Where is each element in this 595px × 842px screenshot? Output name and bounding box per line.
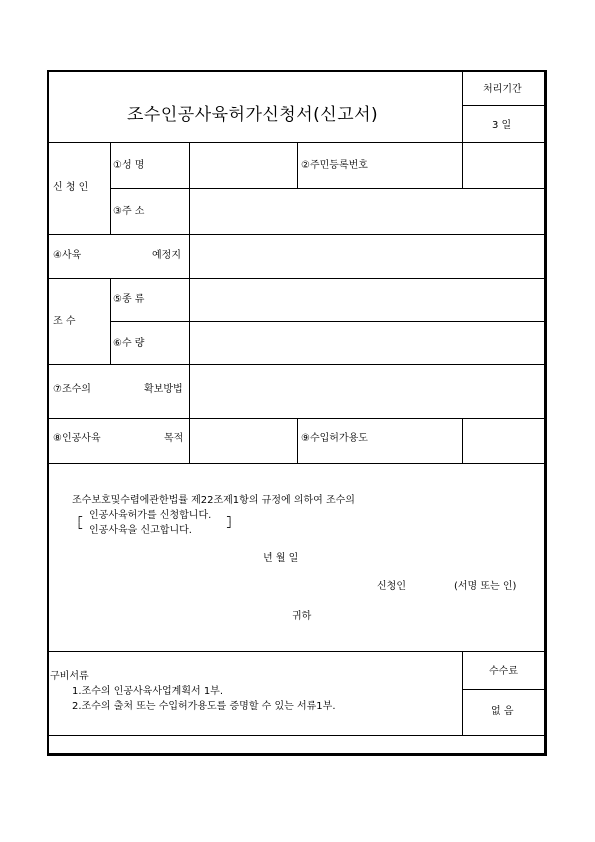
option-report-breeding: 인공사육을 신고합니다. — [89, 525, 192, 536]
required-documents-label: 구비서류 — [50, 671, 89, 682]
processing-period-label: 처리기간 — [483, 84, 522, 95]
rule — [189, 142, 190, 234]
acquisition-label-b: 확보방법 — [144, 384, 183, 395]
rule — [462, 651, 463, 735]
rule — [462, 418, 463, 463]
rule — [189, 278, 190, 364]
rule — [49, 735, 547, 736]
application-form — [47, 70, 547, 756]
rule — [49, 364, 547, 365]
bracket-close-top: ┐ — [227, 512, 234, 523]
rule — [110, 278, 111, 364]
bracket-open-bottom: └ — [76, 524, 83, 535]
rule — [110, 321, 547, 322]
name-label: ①성 명 — [113, 160, 145, 171]
purpose-label-a: ⑧인공사육 — [53, 433, 101, 444]
permit-use-label: ⑨수입허가용도 — [301, 433, 368, 444]
rule — [49, 463, 547, 464]
bracket-close-bottom: ┘ — [227, 523, 234, 534]
rule — [49, 651, 547, 652]
rule — [297, 142, 298, 188]
signer-label: 신청인 — [377, 581, 406, 592]
bracket-open-top: ┌ — [76, 512, 83, 523]
quantity-label: ⑥수 량 — [113, 338, 145, 349]
document-item-1: 1.조수의 인공사육사업계획서 1부. — [72, 686, 224, 697]
form-title: 조수인공사육허가신청서(신고서) — [127, 105, 379, 125]
rule — [462, 105, 547, 106]
rule — [49, 142, 547, 143]
breeding-place-label-a: ④사육 — [53, 250, 82, 261]
fee-label: 수수료 — [489, 666, 518, 677]
document-item-2: 2.조수의 출처 또는 수입허가용도를 증명할 수 있는 서류1부. — [72, 701, 336, 712]
rule — [462, 72, 463, 142]
address-label: ③주 소 — [113, 206, 145, 217]
rule — [189, 418, 190, 463]
date-line: 년 월 일 — [263, 553, 299, 564]
rule — [297, 418, 298, 463]
kind-label: ⑤종 류 — [113, 294, 145, 305]
processing-period-value: 3 일 — [492, 120, 512, 131]
species-label: 조 수 — [53, 316, 76, 327]
rule — [110, 142, 111, 234]
acquisition-label-a: ⑦조수의 — [53, 384, 91, 395]
breeding-place-label-b: 예정지 — [152, 250, 181, 261]
resident-number-label: ②주민등록번호 — [301, 160, 368, 171]
signature-note: (서명 또는 인) — [454, 581, 517, 592]
rule — [462, 689, 547, 690]
addressee-label: 귀하 — [292, 611, 312, 622]
rule — [110, 188, 547, 189]
rule — [49, 234, 547, 235]
rule — [189, 234, 190, 278]
rule — [49, 418, 547, 419]
fee-value: 없 음 — [491, 706, 514, 717]
applicant-label: 신 청 인 — [53, 182, 89, 193]
option-apply-permit: 인공사육허가를 신청합니다. — [89, 510, 212, 521]
rule — [462, 142, 463, 188]
rule — [49, 278, 547, 279]
declaration-text: 조수보호및수렵에관한법률 제22조제1항의 규정에 의하여 조수의 — [72, 495, 355, 506]
purpose-label-b: 목적 — [164, 433, 184, 444]
rule — [189, 364, 190, 418]
